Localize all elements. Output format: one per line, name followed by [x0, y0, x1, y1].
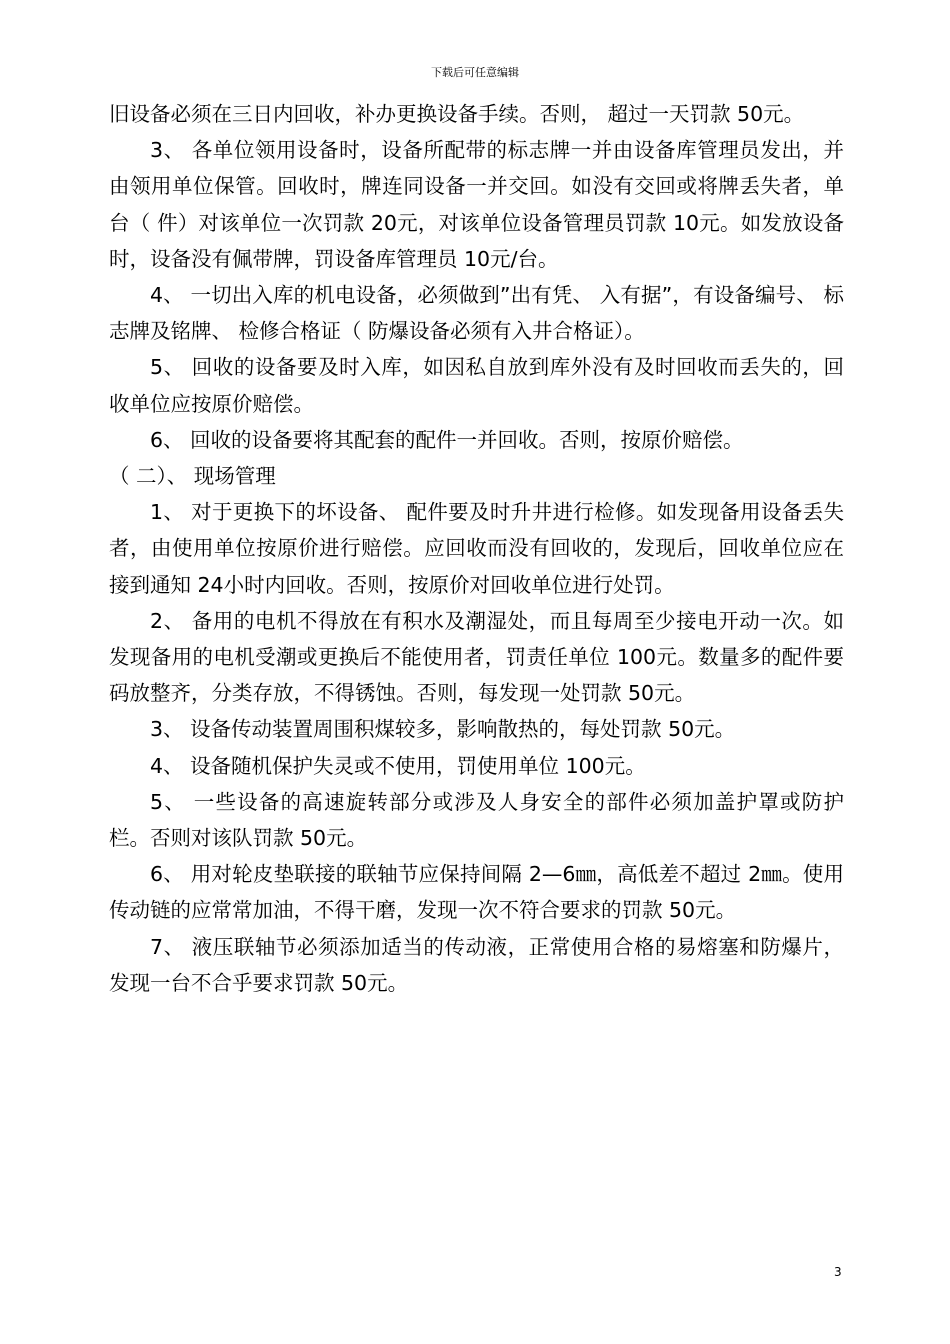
paragraph: 5、 回收的设备要及时入库，如因私自放到库外没有及时回收而丢失的，回收单位应按原价赔偿。: [109, 355, 844, 416]
document-body: [109, 96, 844, 1001]
paragraph: 7、 液压联轴节必须添加适当的传动液，正常使用合格的易熔塞和防爆片，发现一台不合乎要求罚款 50元。: [109, 934, 844, 995]
paragraph: 旧设备必须在三日内回收，补办更换设备手续。否则， 超过一天罚款 50元。: [109, 102, 805, 126]
paragraph: 3、 设备传动装置周围积煤较多，影响散热的，每处罚款 50元。: [150, 717, 736, 742]
paragraph: 1、 对于更换下的坏设备、 配件要及时升井进行检修。如发现备用设备丢失者，由使用单位按原价进行赔偿。应回收而没有回收的，发现后，回收单位应在接到通知 24小时内回收。否则，按原价对回收单位进行处罚。: [109, 500, 844, 597]
paragraph: 5、 一些设备的高速旋转部分或涉及人身安全的部件必须加盖护罩或防护栏。否则对该队罚款 50元。: [109, 789, 844, 851]
paragraph: 3、 各单位领用设备时，设备所配带的标志牌一并由设备库管理员发出，并由领用单位保管。回收时，牌连同设备一并交回。如没有交回或将牌丢失者，单台（ 件）对该单位一次罚款 20元，对该单位设备管理员罚款 10元。如发放设备时，设备没有佩带牌，罚设备库管理员 10元/台。: [109, 138, 844, 271]
paragraph: 6、 回收的设备要将其配套的配件一并回收。否则，按原价赔偿。: [150, 427, 744, 452]
section-heading: （ 二）、 现场管理: [109, 464, 276, 489]
paragraph: 4、 设备随机保护失灵或不使用，罚使用单位 100元。: [150, 753, 646, 778]
paragraph: 6、 用对轮皮垫联接的联轴节应保持间隔 2—6㎜，高低差不超过 2㎜。使用传动链的应常常加油，不得干磨，发现一次不符合要求的罚款 50元。: [109, 862, 844, 923]
page-number: 3: [834, 1265, 842, 1279]
page-header: 下载后可任意编辑: [431, 66, 519, 79]
paragraph: 2、 备用的电机不得放在有积水及潮湿处，而且每周至少接电开动一次。如发现备用的电机受潮或更换后不能使用者，罚责任单位 100元。数量多的配件要码放整齐，分类存放，不得锈蚀。否则，每发现一处罚款 50元。: [109, 608, 844, 706]
paragraph: 4、 一切出入库的机电设备，必须做到”出有凭、 入有据”，有设备编号、 标志牌及铭牌、 检修合格证（ 防爆设备必须有入井合格证）。: [109, 283, 844, 344]
